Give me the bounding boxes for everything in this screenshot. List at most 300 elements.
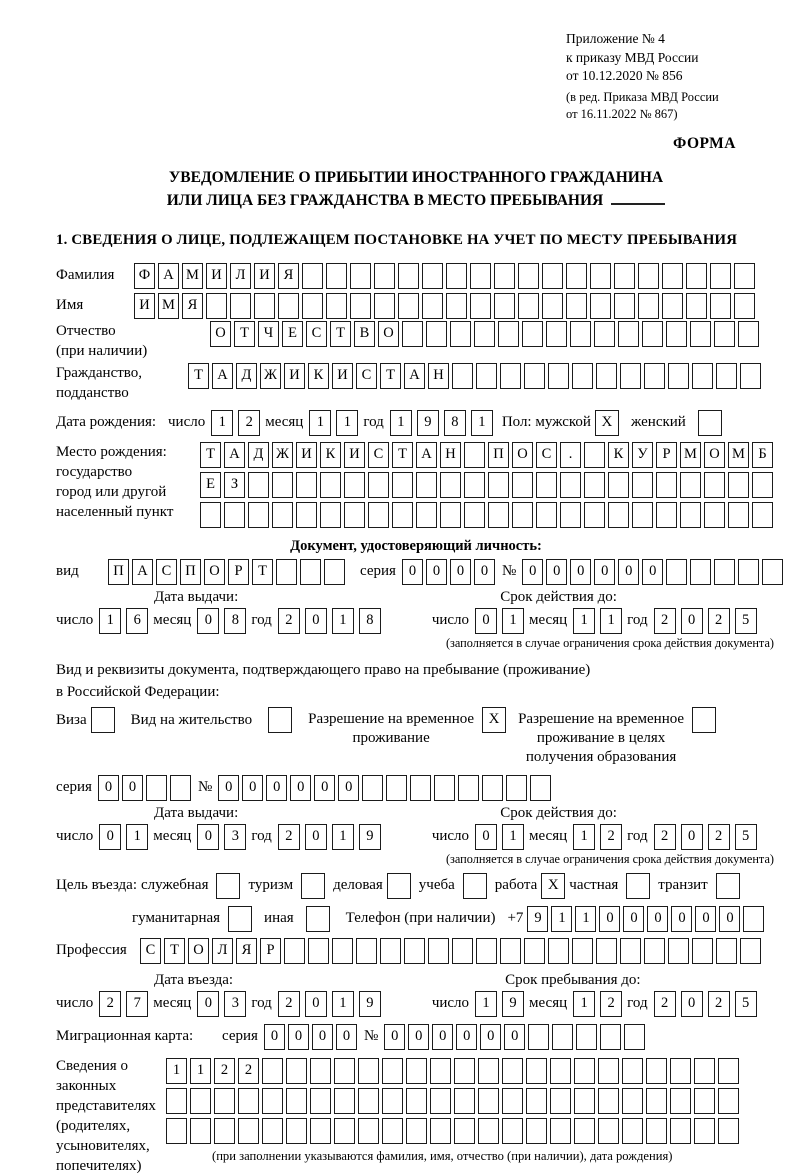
char-box <box>618 321 639 347</box>
char-box: М <box>158 293 179 319</box>
char-box <box>598 1118 619 1144</box>
doc-issue-day-boxes[interactable] <box>99 608 153 634</box>
char-box: Ч <box>258 321 279 347</box>
char-box <box>738 559 759 585</box>
char-box <box>536 502 557 528</box>
doc-issue-year-boxes[interactable] <box>278 608 386 634</box>
char-box <box>166 1118 187 1144</box>
char-box <box>446 293 467 319</box>
char-box: X <box>595 410 619 436</box>
stay-doc-intro: Вид и реквизиты документа, подтверждающего право на пребывание (проживание) в Российской Федерации: <box>56 661 591 700</box>
char-box <box>216 873 240 899</box>
stay-validity-note: (заполняется в случае ограничения срока действия документа) <box>445 851 774 866</box>
doc-series-boxes[interactable] <box>402 559 498 585</box>
purpose-work-label: работа <box>494 877 538 893</box>
char-box: 5 <box>735 991 757 1017</box>
birth-day-boxes[interactable] <box>211 410 265 436</box>
char-box: О <box>704 442 725 468</box>
char-box: 0 <box>647 906 668 932</box>
char-box: 1 <box>551 906 572 932</box>
char-box <box>368 502 389 528</box>
sex-label: Пол: <box>501 414 532 430</box>
birth-year-boxes[interactable] <box>390 410 498 436</box>
char-box <box>362 775 383 801</box>
char-box <box>584 502 605 528</box>
given-name-label: Имя <box>56 297 84 313</box>
stay-valid-day-boxes[interactable] <box>475 824 529 850</box>
migration-number-boxes[interactable] <box>384 1024 648 1050</box>
purpose-other-label: иная <box>264 910 294 926</box>
char-box: Т <box>234 321 255 347</box>
char-box <box>214 1088 235 1114</box>
char-box <box>608 502 629 528</box>
char-box <box>458 775 479 801</box>
stay-number-label: № <box>197 779 213 795</box>
char-box <box>488 502 509 528</box>
char-box <box>524 938 545 964</box>
char-box <box>560 472 581 498</box>
section1-heading: 1. СВЕДЕНИЯ О ЛИЦЕ, ПОДЛЕЖАЩЕМ ПОСТАНОВКЕ НА УЧЕТ ПО МЕСТУ ПРЕБЫВАНИЯ <box>56 231 738 248</box>
char-box <box>734 293 755 319</box>
sex-female-checkbox[interactable] <box>698 410 722 436</box>
profession-label: Профессия <box>56 942 127 958</box>
char-box: Т <box>330 321 351 347</box>
stay-until-header: Срок пребывания до: <box>505 971 641 988</box>
stay-until-day-boxes[interactable] <box>475 991 529 1017</box>
representatives-row3-boxes[interactable] <box>166 1118 742 1144</box>
entry-month-boxes[interactable] <box>197 991 251 1017</box>
char-box: 2 <box>238 1058 259 1084</box>
char-box <box>228 906 252 932</box>
stay-issue-day-boxes[interactable] <box>99 824 153 850</box>
char-box: 2 <box>654 824 676 850</box>
char-box <box>546 321 567 347</box>
char-box: 0 <box>218 775 239 801</box>
purpose-private-label: частная <box>569 877 619 893</box>
doc-validity-note: (заполняется в случае ограничения срока действия документа) <box>445 635 774 650</box>
doc-kind-boxes[interactable] <box>108 559 348 585</box>
doc-number-boxes[interactable] <box>522 559 786 585</box>
representatives-row1-boxes[interactable] <box>166 1058 742 1084</box>
char-box <box>518 293 539 319</box>
char-box <box>502 1088 523 1114</box>
char-box <box>238 1118 259 1144</box>
appendix-reference <box>566 30 762 123</box>
char-box <box>548 938 569 964</box>
char-box <box>428 938 449 964</box>
char-box <box>548 363 569 389</box>
title-blank-line <box>611 189 665 205</box>
char-box <box>690 321 711 347</box>
char-box <box>668 938 689 964</box>
char-box <box>470 263 491 289</box>
birth-month-boxes[interactable] <box>309 410 363 436</box>
char-box <box>262 1088 283 1114</box>
char-box <box>662 263 683 289</box>
migration-series-boxes[interactable] <box>264 1024 360 1050</box>
char-box: 0 <box>408 1024 429 1050</box>
char-box <box>670 1088 691 1114</box>
char-box <box>668 363 689 389</box>
char-box <box>762 559 783 585</box>
char-box: X <box>482 707 506 733</box>
char-box: 0 <box>312 1024 333 1050</box>
char-box <box>440 472 461 498</box>
purpose-transit-label: транзит <box>658 877 708 893</box>
char-box <box>524 363 545 389</box>
stay-until-year-boxes[interactable] <box>654 991 762 1017</box>
char-box <box>286 1058 307 1084</box>
char-box <box>350 263 371 289</box>
char-box <box>382 1118 403 1144</box>
doc-kind-label: вид <box>56 563 79 579</box>
char-box <box>190 1118 211 1144</box>
temp-residence-checkbox[interactable] <box>482 707 506 733</box>
char-box: 0 <box>197 608 219 634</box>
doc-issue-month-boxes[interactable] <box>197 608 251 634</box>
char-box: И <box>284 363 305 389</box>
char-box <box>416 472 437 498</box>
char-box <box>566 263 587 289</box>
char-box <box>710 293 731 319</box>
char-box <box>200 502 221 528</box>
doc-valid-day-boxes[interactable] <box>475 608 529 634</box>
char-box: Ж <box>260 363 281 389</box>
char-box: С <box>306 321 327 347</box>
char-box <box>590 263 611 289</box>
stay-number-boxes[interactable] <box>218 775 554 801</box>
char-box <box>526 1088 547 1114</box>
char-box <box>374 263 395 289</box>
char-box <box>387 873 411 899</box>
purpose-study-checkbox[interactable] <box>463 873 487 899</box>
stay-until-month-boxes[interactable] <box>573 991 627 1017</box>
char-box: 1 <box>390 410 412 436</box>
char-box <box>430 1088 451 1114</box>
birth-place-row1-boxes[interactable] <box>200 442 776 468</box>
char-box <box>426 321 447 347</box>
char-box <box>550 1058 571 1084</box>
char-box <box>710 263 731 289</box>
char-box: 8 <box>444 410 466 436</box>
birth-day-label: число <box>168 414 206 430</box>
doc-series-label: серия <box>360 563 396 579</box>
char-box: 1 <box>573 608 595 634</box>
char-box <box>350 293 371 319</box>
char-box: Т <box>164 938 185 964</box>
char-box <box>704 472 725 498</box>
stay-series-boxes[interactable] <box>98 775 194 801</box>
char-box <box>680 472 701 498</box>
char-box: 0 <box>402 559 423 585</box>
profession-boxes[interactable] <box>140 938 764 964</box>
char-box <box>670 1058 691 1084</box>
char-box: 1 <box>190 1058 211 1084</box>
char-box <box>632 472 653 498</box>
char-box <box>464 502 485 528</box>
char-box <box>470 293 491 319</box>
char-box: 6 <box>126 608 148 634</box>
char-box: 1 <box>502 608 524 634</box>
purpose-label: Цель въезда: <box>56 877 137 893</box>
doc-valid-year-boxes[interactable] <box>654 608 762 634</box>
char-box: Ж <box>272 442 293 468</box>
char-box <box>452 363 473 389</box>
char-box <box>574 1088 595 1114</box>
char-box: Т <box>392 442 413 468</box>
char-box: О <box>204 559 225 585</box>
char-box: 0 <box>681 608 703 634</box>
char-box <box>254 293 275 319</box>
char-box <box>494 263 515 289</box>
char-box: 2 <box>654 608 676 634</box>
char-box <box>463 873 487 899</box>
char-box <box>430 1058 451 1084</box>
doc-valid-until-header: Срок действия до: <box>500 588 617 605</box>
char-box: О <box>188 938 209 964</box>
char-box <box>666 559 687 585</box>
stay-issue-date-group: число 0 1 месяц 0 3 год 2 0 1 9 <box>56 824 386 850</box>
sex-male-checkbox[interactable] <box>595 410 619 436</box>
char-box <box>728 502 749 528</box>
purpose-transit-checkbox[interactable] <box>716 873 740 899</box>
char-box: С <box>356 363 377 389</box>
representatives-row2-boxes[interactable] <box>166 1088 742 1114</box>
char-box: Л <box>230 263 251 289</box>
appendix-line-2: к приказу МВД России <box>566 49 699 65</box>
purpose-service-checkbox[interactable] <box>216 873 240 899</box>
patronymic-label: Отчество (при наличии) <box>56 322 148 359</box>
char-box: О <box>378 321 399 347</box>
identity-doc-heading: Документ, удостоверяющий личность: <box>290 537 542 554</box>
char-box: 0 <box>288 1024 309 1050</box>
char-box: Р <box>656 442 677 468</box>
char-box <box>506 775 527 801</box>
char-box <box>262 1058 283 1084</box>
char-box: 1 <box>575 906 596 932</box>
char-box: 0 <box>305 824 327 850</box>
char-box <box>262 1118 283 1144</box>
char-box <box>536 472 557 498</box>
char-box <box>638 293 659 319</box>
char-box <box>344 472 365 498</box>
stay-until-date-group: число 1 9 месяц 1 2 год 2 0 2 5 <box>432 991 762 1017</box>
entry-year-boxes[interactable] <box>278 991 386 1017</box>
purpose-tourism-label: туризм <box>248 877 294 893</box>
representatives-box-rows <box>166 1056 742 1165</box>
citizenship-boxes[interactable] <box>188 363 764 389</box>
char-box <box>600 1024 621 1050</box>
char-box: 0 <box>384 1024 405 1050</box>
char-box <box>692 707 716 733</box>
char-box: 7 <box>126 991 148 1017</box>
char-box <box>622 1058 643 1084</box>
char-box <box>368 472 389 498</box>
char-box: А <box>158 263 179 289</box>
purpose-private-checkbox[interactable] <box>626 873 650 899</box>
char-box <box>598 1088 619 1114</box>
purpose-humanitarian-checkbox[interactable] <box>228 906 252 932</box>
char-box <box>230 293 251 319</box>
char-box: 2 <box>99 991 121 1017</box>
stay-valid-until-header: Срок действия до: <box>500 804 617 821</box>
char-box: К <box>320 442 341 468</box>
char-box: 5 <box>735 824 757 850</box>
form-title-line-2: ИЛИ ЛИЦА БЕЗ ГРАЖДАНСТВА В МЕСТО ПРЕБЫВАНИЯ <box>56 189 776 212</box>
birth-place-row2-boxes[interactable] <box>200 472 776 498</box>
char-box: 0 <box>432 1024 453 1050</box>
amendment-line-1: (в ред. Приказа МВД России <box>566 89 719 104</box>
char-box: 2 <box>278 991 300 1017</box>
char-box <box>644 938 665 964</box>
temp-residence-label: Разрешение на временное проживание <box>308 710 475 746</box>
char-box: 3 <box>224 824 246 850</box>
surname-boxes[interactable] <box>134 263 758 289</box>
char-box <box>440 502 461 528</box>
char-box: Б <box>752 442 773 468</box>
char-box <box>190 1088 211 1114</box>
char-box <box>692 938 713 964</box>
entry-day-boxes[interactable] <box>99 991 153 1017</box>
visa-checkbox[interactable] <box>91 707 115 733</box>
char-box: 0 <box>336 1024 357 1050</box>
char-box: И <box>254 263 275 289</box>
char-box <box>434 775 455 801</box>
char-box <box>642 321 663 347</box>
char-box <box>310 1118 331 1144</box>
stay-issue-year-boxes[interactable] <box>278 824 386 850</box>
char-box: 0 <box>475 824 497 850</box>
char-box: 5 <box>735 608 757 634</box>
char-box <box>248 502 269 528</box>
migration-card-label: Миграционная карта: <box>56 1028 194 1044</box>
phone-prefix: +7 <box>507 910 524 926</box>
char-box: 2 <box>600 991 622 1017</box>
char-box <box>704 502 725 528</box>
char-box <box>662 293 683 319</box>
given-name-boxes[interactable] <box>134 293 758 319</box>
char-box <box>446 263 467 289</box>
char-box <box>272 502 293 528</box>
char-box: К <box>308 363 329 389</box>
char-box <box>398 263 419 289</box>
char-box: 0 <box>623 906 644 932</box>
char-box <box>296 502 317 528</box>
char-box: Т <box>200 442 221 468</box>
char-box: Я <box>182 293 203 319</box>
char-box <box>574 1058 595 1084</box>
char-box: 0 <box>570 559 591 585</box>
char-box: 8 <box>224 608 246 634</box>
char-box <box>728 472 749 498</box>
birth-place-row3-boxes[interactable] <box>200 502 776 528</box>
char-box <box>310 1058 331 1084</box>
char-box <box>392 472 413 498</box>
char-box <box>624 1024 645 1050</box>
char-box <box>454 1058 475 1084</box>
char-box: С <box>140 938 161 964</box>
char-box <box>698 410 722 436</box>
char-box <box>686 293 707 319</box>
purpose-tourism-checkbox[interactable] <box>301 873 325 899</box>
char-box <box>296 472 317 498</box>
char-box: 0 <box>681 991 703 1017</box>
char-box: К <box>608 442 629 468</box>
char-box <box>656 502 677 528</box>
char-box <box>404 938 425 964</box>
char-box: 2 <box>600 824 622 850</box>
char-box: . <box>560 442 581 468</box>
stay-valid-month-boxes[interactable] <box>573 824 627 850</box>
char-box <box>358 1088 379 1114</box>
char-box <box>146 775 167 801</box>
char-box: 1 <box>332 991 354 1017</box>
purpose-humanitarian-label: гуманитарная <box>132 910 221 926</box>
migration-series-label: серия <box>222 1028 258 1044</box>
char-box: 2 <box>278 824 300 850</box>
char-box <box>718 1118 739 1144</box>
char-box <box>646 1058 667 1084</box>
char-box <box>644 363 665 389</box>
birth-date-label: Дата рождения: <box>56 414 157 430</box>
char-box: 1 <box>332 608 354 634</box>
char-box: 0 <box>475 608 497 634</box>
char-box <box>502 1118 523 1144</box>
purpose-business-checkbox[interactable] <box>387 873 411 899</box>
char-box <box>324 559 345 585</box>
char-box <box>476 938 497 964</box>
char-box <box>286 1088 307 1114</box>
patronymic-boxes[interactable] <box>210 321 762 347</box>
char-box: 0 <box>546 559 567 585</box>
purpose-other-checkbox[interactable] <box>306 906 330 932</box>
char-box <box>300 559 321 585</box>
char-box <box>584 442 605 468</box>
representatives-label: Сведения о законных представителях (родителях, усыновителях, попечителях) <box>56 1057 156 1174</box>
char-box <box>334 1058 355 1084</box>
char-box: 0 <box>305 608 327 634</box>
residence-permit-checkbox[interactable] <box>268 707 292 733</box>
char-box: 1 <box>336 410 358 436</box>
phone-boxes[interactable] <box>527 906 767 932</box>
entry-date-group: число 2 7 месяц 0 3 год 2 0 1 9 <box>56 991 386 1017</box>
char-box <box>690 559 711 585</box>
char-box: 0 <box>599 906 620 932</box>
doc-valid-month-boxes[interactable] <box>573 608 627 634</box>
char-box <box>596 938 617 964</box>
char-box <box>512 502 533 528</box>
char-box <box>410 775 431 801</box>
char-box: 1 <box>126 824 148 850</box>
stay-issue-month-boxes[interactable] <box>197 824 251 850</box>
char-box <box>584 472 605 498</box>
char-box: 2 <box>238 410 260 436</box>
char-box <box>500 363 521 389</box>
char-box: С <box>368 442 389 468</box>
char-box: 9 <box>359 991 381 1017</box>
char-box <box>716 938 737 964</box>
purpose-work-checkbox[interactable] <box>541 873 565 899</box>
edu-residence-checkbox[interactable] <box>692 707 716 733</box>
char-box: 0 <box>264 1024 285 1050</box>
stay-valid-year-boxes[interactable] <box>654 824 762 850</box>
char-box <box>638 263 659 289</box>
char-box: О <box>210 321 231 347</box>
char-box <box>718 1058 739 1084</box>
char-box: 0 <box>681 824 703 850</box>
char-box <box>550 1118 571 1144</box>
char-box <box>488 472 509 498</box>
